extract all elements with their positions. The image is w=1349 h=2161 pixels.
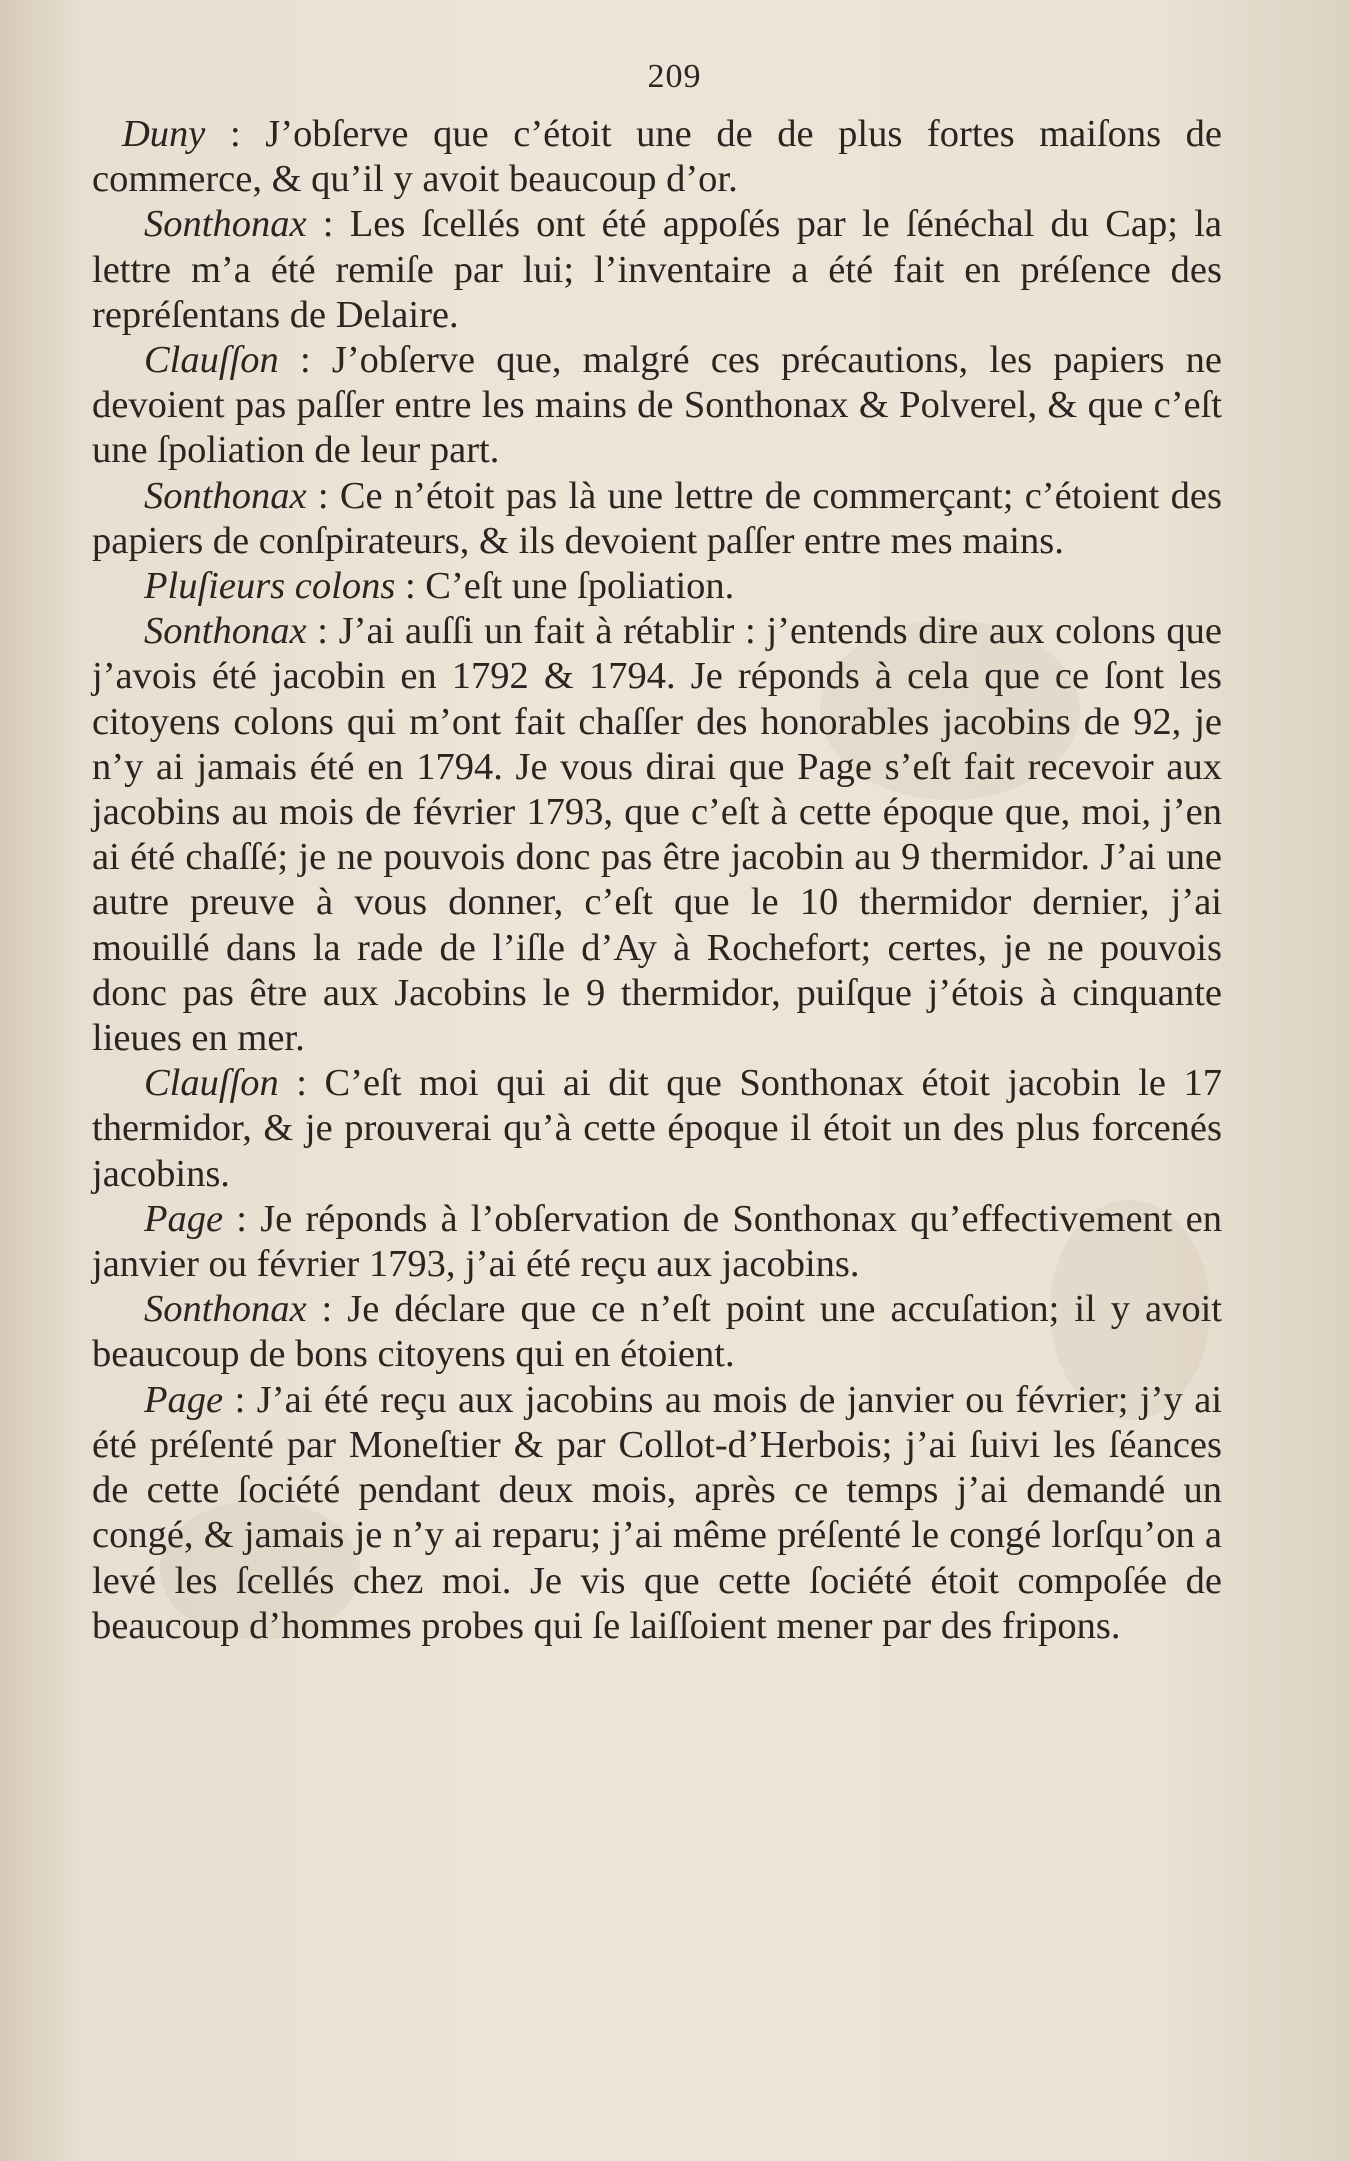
speaker-name: Duny [122,113,206,155]
paragraph-text: J’obſerve que c’étoit une de de plus fortes maiſons de commerce, & qu’il y avoit beaucoup d’or. [92,113,1222,201]
paragraph: Clauſſon : J’obſerve que, malgré ces précautions, les papiers ne devoient pas paſſer entre les mains de Sonthonax & Polverel, & que c’eſt une ſpoliation de leur part. [92,339,1223,472]
paragraph: Page : J’ai été reçu aux jacobins au mois de janvier ou février; j’y ai été préſenté par Moneſtier & par Collot-d’Herbois; j’ai ſuivi les ſéances de cette ſociété pendant deux mois, après ce temps j’ai demandé un congé, & jamais je n’y ai reparu; j’ai même préſenté le congé lorſqu’on a levé les ſcellés chez moi. Je vis que cette ſociété étoit compoſée de beaucoup d’hommes probes qui ſe laiſſoient mener par des fripons. [92,1378,1223,1647]
speaker-name: Page [144,1197,224,1240]
paragraph-text: Ce n’étoit pas là une lettre de commerçant; c’étoient des papiers de conſpirateurs, & ils devoient paſſer entre mes mains. [92,474,1223,562]
paragraph: Sonthonax : Les ſcellés ont été appoſés par le ſénéchal du Cap; la lettre m’a été remiſe par lui; l’inventaire a été fait en préſence des repréſentans de Delaire. [92,203,1222,336]
paragraph-text: J’obſerve que, malgré ces précautions, les papiers ne devoient pas paſſer entre les mains de Sonthonax & Polverel, & que c’eſt une ſpoliation de leur part. [92,339,1223,472]
paragraph-text: J’ai été reçu aux jacobins au mois de janvier ou février; j’y ai été préſenté par Moneſtier & par Collot-d’Herbois; j’ai ſuivi les ſéances de cette ſociété pendant deux mois, après ce temps j’ai demandé un congé, & jamais je n’y ai reparu; j’ai même préſenté le congé lorſqu’on a levé les ſcellés chez moi. Je vis que cette ſociété étoit compoſée de beaucoup d’hommes probes qui ſe laiſſoient mener par des fripons. [92,1378,1223,1647]
paragraph: Sonthonax : J’ai auſſi un fait à rétablir : j’entends dire aux colons que j’avois été jacobin en 1792 & 1794. Je réponds à cela que ce ſont les citoyens colons qui m’ont fait chaſſer des honorables jacobins de 92, je n’y ai jamais été en 1794. Je vous dirai que Page s’eſt fait recevoir aux jacobins au mois de février 1793, que c’eſt à cette époque que, moi, j’en ai été chaſſé; je ne pouvois donc pas être jacobin au 9 thermidor. J’ai une autre preuve à vous donner, c’eſt que le 10 thermidor dernier, j’ai mouillé dans la rade de l’iſle d’Ay à Rochefort; certes, je ne pouvois donc pas être aux Jacobins le 9 thermidor, puiſque j’étois à cinquante lieues en mer. [92,610,1222,1060]
paragraph: Page : Je réponds à l’obſervation de Sonthonax qu’effectivement en janvier ou février 1793, j’ai été reçu aux jacobins. [92,1197,1222,1286]
paragraph: Pluſieurs colons : C’eſt une ſpoliation. [144,565,735,608]
paragraph-text: C’eſt une ſpoliation. [425,565,735,608]
speaker-name: Page [144,1378,224,1421]
speaker-name: Sonthonax [144,474,307,517]
paragraph: Sonthonax : Ce n’étoit pas là une lettre de commerçant; c’étoient des papiers de conſpirateurs, & ils devoient paſſer entre mes mains. [92,474,1223,562]
paragraph-text: Je déclare que ce n’eſt point une accuſation; il y avoit beaucoup de bons citoyens qui en étoient. [92,1288,1222,1376]
paragraph-text: Je réponds à l’obſervation de Sonthonax qu’effectivement en janvier ou février 1793, j’ai été reçu aux jacobins. [92,1197,1222,1286]
speaker-name: Sonthonax [144,203,307,246]
page-number: 209 [647,58,702,95]
paragraph-text: J’ai auſſi un fait à rétablir : j’entends dire aux colons que j’avois été jacobin en 1792 & 1794. Je réponds à cela que ce ſont les citoyens colons qui m’ont fait chaſſer des honorables jacobins de 92, je n’y ai jamais été en 1794. Je vous dirai que Page s’eſt fait recevoir aux jacobins au mois de février 1793, que c’eſt à cette époque que, moi, j’en ai été chaſſé; je ne pouvois donc pas être jacobin au 9 thermidor. J’ai une autre preuve à vous donner, c’eſt que le 10 thermidor dernier, j’ai mouillé dans la rade de l’iſle d’Ay à Rochefort; certes, je ne pouvois donc pas être aux Jacobins le 9 thermidor, puiſque j’étois à cinquante lieues en mer. [92,610,1222,1060]
paragraph: Duny : J’obſerve que c’étoit une de de plus fortes maiſons de commerce, & qu’il y avoit beaucoup d’or. [92,113,1222,201]
paragraph-text: C’eſt moi qui ai dit que Sonthonax étoit jacobin le 17 thermidor, & je prouverai qu’à cette époque il étoit un des plus forcenés jacobins. [92,1062,1222,1195]
speaker-name: Clauſſon [144,1062,279,1105]
paragraph: Sonthonax : Je déclare que ce n’eſt point une accuſation; il y avoit beaucoup de bons citoyens qui en étoient. [92,1288,1222,1376]
speaker-name: Clauſſon [144,339,279,382]
speaker-name: Pluſieurs colons [144,565,396,608]
page-body [92,112,1222,1649]
paragraph: Clauſſon : C’eſt moi qui ai dit que Sonthonax étoit jacobin le 17 thermidor, & je prouverai qu’à cette époque il étoit un des plus forcenés jacobins. [92,1062,1222,1195]
speaker-name: Sonthonax [144,610,307,653]
paragraph-text: Les ſcellés ont été appoſés par le ſénéchal du Cap; la lettre m’a été remiſe par lui; l’inventaire a été fait en préſence des repréſentans de Delaire. [92,203,1222,336]
speaker-name: Sonthonax [144,1288,307,1331]
